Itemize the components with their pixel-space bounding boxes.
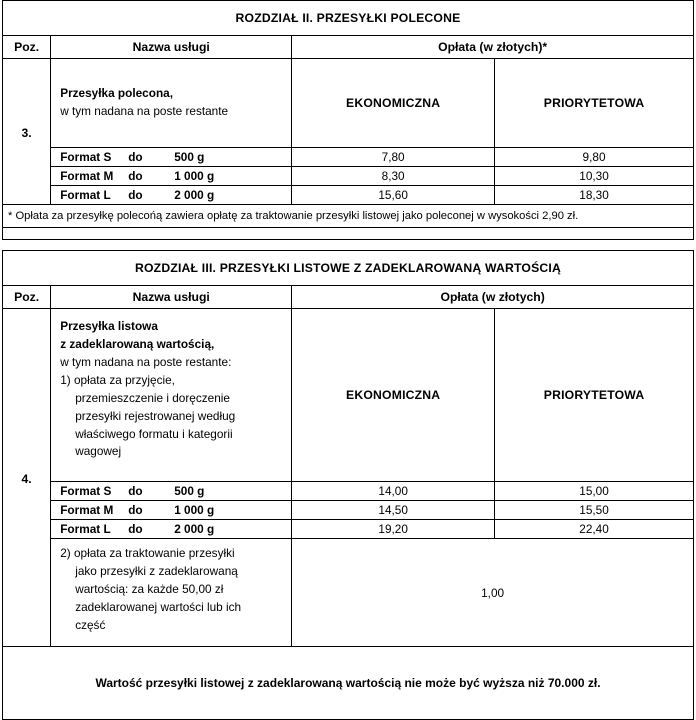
price-priority: 22,40	[495, 520, 694, 539]
service-line: przesyłki rejestrowanej według	[75, 408, 236, 423]
price-economy: 8,30	[292, 167, 495, 186]
price-priority: 15,50	[495, 501, 694, 520]
surcharge-line: część	[75, 617, 106, 632]
chapter-3-table	[2, 250, 694, 720]
chapter-3-header-row	[3, 286, 694, 309]
header-service-name: Nazwa usługi	[51, 36, 292, 59]
format-weight: 500 g	[174, 484, 205, 498]
surcharge-description	[51, 539, 292, 647]
price-priority: 10,30	[495, 167, 694, 186]
format-label-l	[51, 186, 292, 205]
format-weight: 2 000 g	[174, 522, 215, 536]
service-line: Przesyłka listowa	[60, 319, 158, 333]
final-note-row	[3, 647, 694, 720]
header-fee: Opłata (w złotych)	[292, 286, 694, 309]
price-economy: 14,00	[292, 482, 495, 501]
format-do: do	[128, 169, 143, 183]
service-line: z zadeklarowaną wartością,	[60, 336, 215, 351]
service-line: właściwego formatu i kategorii	[75, 426, 233, 441]
price-economy: 14,50	[292, 501, 495, 520]
table-row	[3, 520, 694, 539]
header-fee: Opłata (w złotych)*	[292, 36, 694, 59]
price-economy: 7,80	[292, 148, 495, 167]
service-line: przemieszczenie i doręczenie	[75, 390, 230, 405]
chapter-3-title-row	[3, 251, 694, 286]
table-row	[3, 167, 694, 186]
format-name: Format L	[60, 522, 111, 536]
service-line: Przesyłka polecona,	[60, 86, 173, 101]
chapter-2-header-row	[3, 36, 694, 59]
price-priority: 15,00	[495, 482, 694, 501]
table-row	[3, 148, 694, 167]
format-weight: 2 000 g	[174, 188, 215, 202]
service-line: w tym nadana na poste restante:	[60, 354, 232, 369]
format-label-m	[51, 501, 292, 520]
format-label-m	[51, 167, 292, 186]
category-economy: EKONOMICZNA	[292, 309, 495, 482]
format-do: do	[128, 484, 143, 498]
chapter-2-title-row	[3, 1, 694, 36]
chapter-2-table	[2, 0, 694, 240]
chapter-2-footnote-row	[3, 205, 694, 228]
header-poz: Poz.	[3, 36, 51, 59]
header-poz: Poz.	[3, 286, 51, 309]
format-name: Format S	[60, 484, 112, 498]
format-do: do	[128, 503, 143, 517]
table-separator	[0, 240, 696, 250]
format-label-l	[51, 520, 292, 539]
price-economy: 19,20	[292, 520, 495, 539]
category-priority: PRIORYTETOWA	[495, 309, 694, 482]
format-weight: 500 g	[174, 150, 205, 164]
spacer-cell	[3, 228, 694, 240]
format-do: do	[128, 522, 143, 536]
format-name: Format S	[60, 150, 112, 164]
item-number-4: 4.	[3, 309, 51, 647]
category-priority: PRIORYTETOWA	[495, 59, 694, 148]
spacer-row	[3, 228, 694, 240]
chapter-2-title: ROZDZIAŁ II. PRZESYŁKI POLECONE	[3, 1, 694, 36]
table-row	[3, 186, 694, 205]
format-label-s	[51, 482, 292, 501]
service-line: w tym nadana na poste restante	[60, 104, 229, 118]
surcharge-line: 2) opłata za traktowanie przesyłki	[60, 546, 235, 560]
surcharge-line: zadeklarowanej wartości lub ich	[75, 599, 242, 614]
category-economy: EKONOMICZNA	[292, 59, 495, 148]
service-description-4	[51, 309, 292, 482]
table-row	[3, 482, 694, 501]
chapter-3-item-row	[3, 309, 694, 482]
service-description-3	[51, 59, 292, 148]
format-name: Format M	[60, 169, 114, 183]
footnote-asterisk: * Opłata za przesyłkę polecońą zawiera opłatę za traktowanie przesyłki listowej jako poleconej w wysokości 2,90 zł.	[3, 205, 694, 228]
surcharge-row	[3, 539, 694, 647]
format-name: Format L	[60, 188, 111, 202]
item-number-3: 3.	[3, 59, 51, 205]
format-weight: 1 000 g	[174, 503, 215, 517]
price-priority: 9,80	[495, 148, 694, 167]
final-note: Wartość przesyłki listowej z zadeklarowaną wartością nie może być wyższa niż 70.000 zł.	[3, 647, 694, 720]
table-row	[3, 501, 694, 520]
service-line: 1) opłata za przyjęcie,	[60, 372, 175, 387]
service-line: wagowej	[75, 444, 122, 459]
format-do: do	[128, 150, 143, 164]
surcharge-value: 1,00	[292, 539, 694, 647]
price-economy: 15,60	[292, 186, 495, 205]
format-name: Format M	[60, 503, 114, 517]
format-do: do	[128, 188, 143, 202]
chapter-3-title: ROZDZIAŁ III. PRZESYŁKI LISTOWE Z ZADEKLAROWANĄ WARTOŚCIĄ	[3, 251, 694, 286]
header-service-name: Nazwa usługi	[51, 286, 292, 309]
chapter-2-item-row	[3, 59, 694, 148]
format-weight: 1 000 g	[174, 169, 215, 183]
surcharge-line: jako przesyłki z zadeklarowaną	[75, 563, 238, 578]
surcharge-line: wartością: za każde 50,00 zł	[75, 581, 224, 596]
price-priority: 18,30	[495, 186, 694, 205]
format-label-s	[51, 148, 292, 167]
